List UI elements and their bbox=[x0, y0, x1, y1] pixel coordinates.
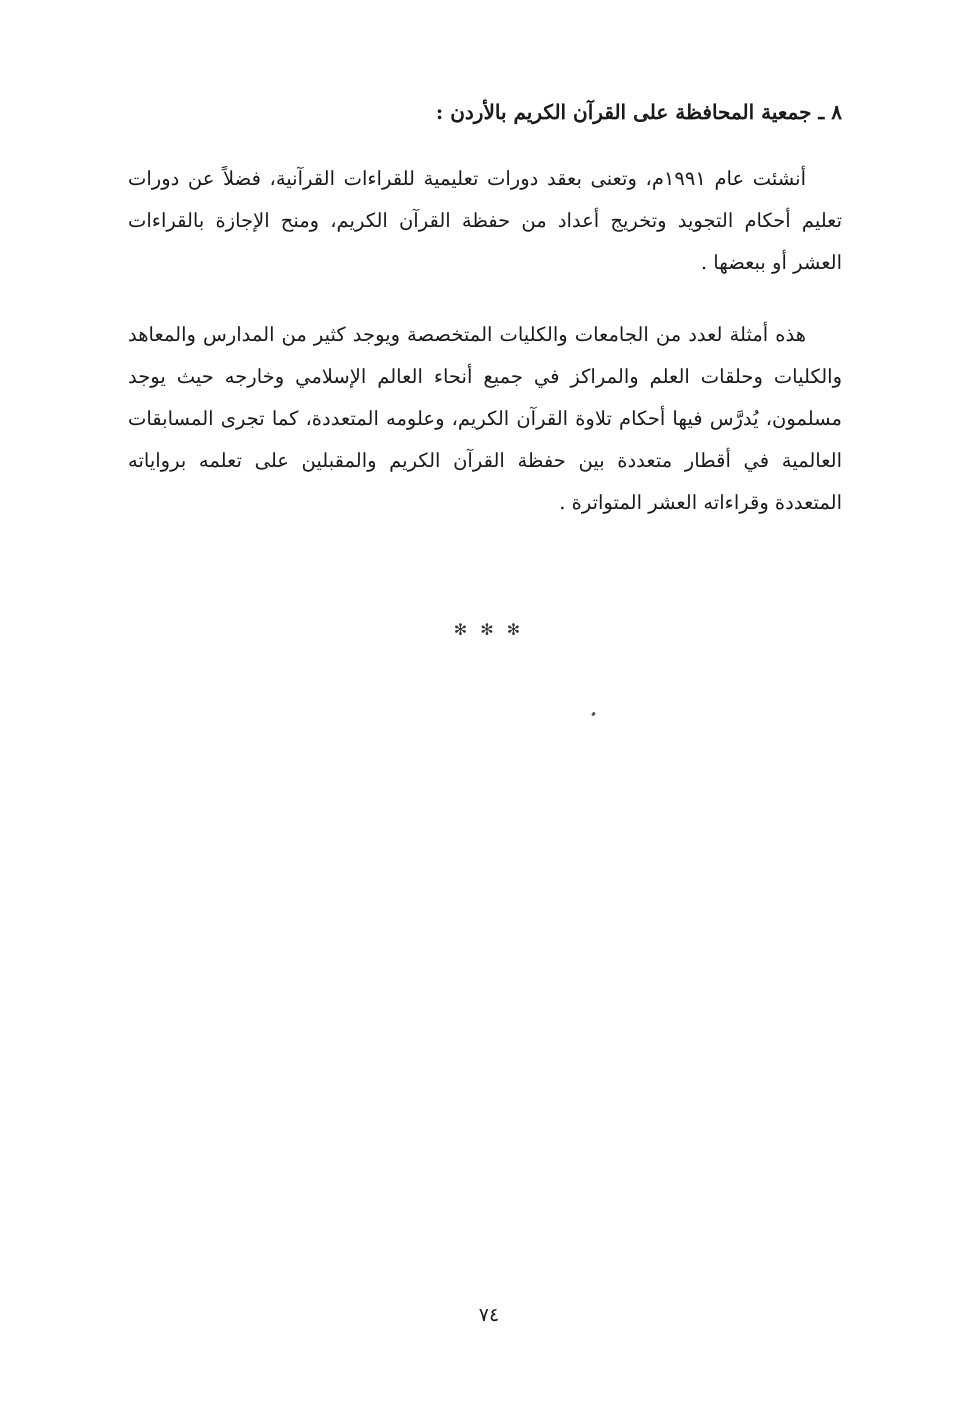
page-number: ٧٤ bbox=[478, 1304, 500, 1326]
paragraph-2-container bbox=[128, 314, 842, 524]
paragraph-1-container bbox=[128, 158, 842, 284]
paragraph-1 bbox=[128, 158, 842, 284]
paragraph-2-text: هذه أمثلة لعدد من الجامعات والكليات المتخصصة ويوجد كثير من المدارس والمعاهد والكليات وحلقات العلم والمراكز في جميع أنحاء العالم الإسلامي وخارجه حيث يوجد مسلمون، يُدرَّس فيها أحكام تلاوة القرآن الكريم، وعلومه المتعددة، كما تجرى المسابقات العالمية في أقطار متعددة بين حفظة القرآن الكريم والمقبلين على تعلمه برواياته المتعددة وقراءاته العشر المتواترة . bbox=[128, 323, 842, 514]
paragraph-2 bbox=[128, 314, 842, 524]
paragraph-1-text: أنشئت عام ١٩٩١م، وتعنى بعقد دورات تعليمية للقراءات القرآنية، فضلاً عن دورات تعليم أحكام التجويد وتخريج أعداد من حفظة القرآن الكريم، ومنح الإجازة بالقراءات العشر أو ببعضها . bbox=[128, 167, 842, 274]
scan-speck bbox=[591, 712, 596, 717]
section-divider-ornament: ✻ ✻ ✻ bbox=[453, 620, 525, 639]
section-heading: ٨ ـ جمعية المحافظة على القرآن الكريم بالأردن : bbox=[435, 100, 842, 124]
